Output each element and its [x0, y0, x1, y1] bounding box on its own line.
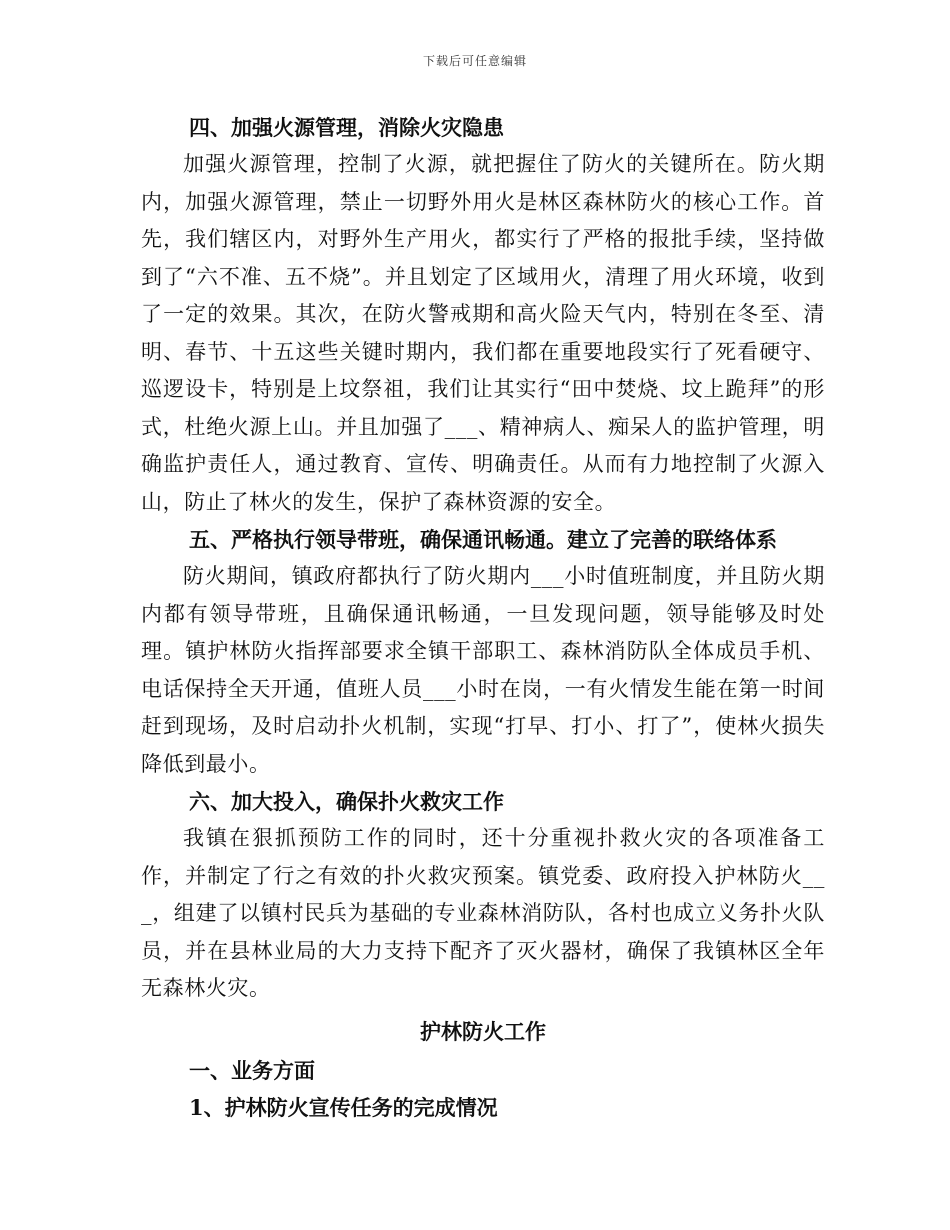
- section-heading-5: 五、严格执行领导带班，确保通讯畅通。建立了完善的联络体系: [189, 527, 777, 552]
- section-heading-4: 四、加强火源管理，消除火灾隐患: [189, 115, 504, 140]
- section-paragraph-4: 加强火源管理，控制了火源，就把握住了防火的关键所在。防火期内，加强火源管理，禁止一切野外用火是林区森林防火的核心工作。首先，我们辖区内，对野外生产用火，都实行了严格的报批手续，坚持做到了“六不准、五不烧”。并且划定了区域用火，清理了用火环境，收到了一定的效果。其次，在防火警戒期和高火险天气内，特别在冬至、清明、春节、十五这些关键时期内，我们都在重要地段实行了死看硬守、巡逻设卡，特别是上坟祭祖，我们让其实行“田中焚烧、坟上跪拜”的形式，杜绝火源上山。并且加强了___、精神病人、痴呆人的监护管理，明确监护责任人，通过教育、宣传、明确责任。从而有力地控制了火源入山，防止了林火的发生，保护了森林资源的安全。: [141, 152, 825, 514]
- section-heading-6: 六、加大投入，确保扑火救灾工作: [189, 789, 504, 814]
- business-heading: 一、业务方面: [189, 1057, 315, 1083]
- document-body: [141, 110, 825, 1126]
- section-paragraph-5: 防火期间，镇政府都执行了防火期内___小时值班制度，并且防火期内都有领导带班，且确保通讯畅通，一旦发现问题，领导能够及时处理。镇护林防火指挥部要求全镇干部职工、森林消防队全体成员手机、电话保持全天开通，值班人员___小时在岗，一有火情发生能在第一时间赶到现场，及时启动扑火机制，实现“打早、打小、打了”，使林火损失降低到最小。: [141, 564, 825, 776]
- download-note: 下载后可任意编辑: [422, 54, 527, 68]
- section-paragraph-6: 我镇在狠抓预防工作的同时，还十分重视扑救火灾的各项准备工作，并制定了行之有效的扑火救灾预案。镇党委、政府投入护林防火___，组建了以镇村民兵为基础的专业森林消防队，各村也成立义务扑火队员，并在县林业局的大力支持下配齐了灭火器材，确保了我镇林区全年无森林火灾。: [141, 826, 825, 1000]
- part-title: 护林防火工作: [420, 1018, 546, 1044]
- subheading-1: 1、护林防火宣传任务的完成情况: [189, 1094, 498, 1120]
